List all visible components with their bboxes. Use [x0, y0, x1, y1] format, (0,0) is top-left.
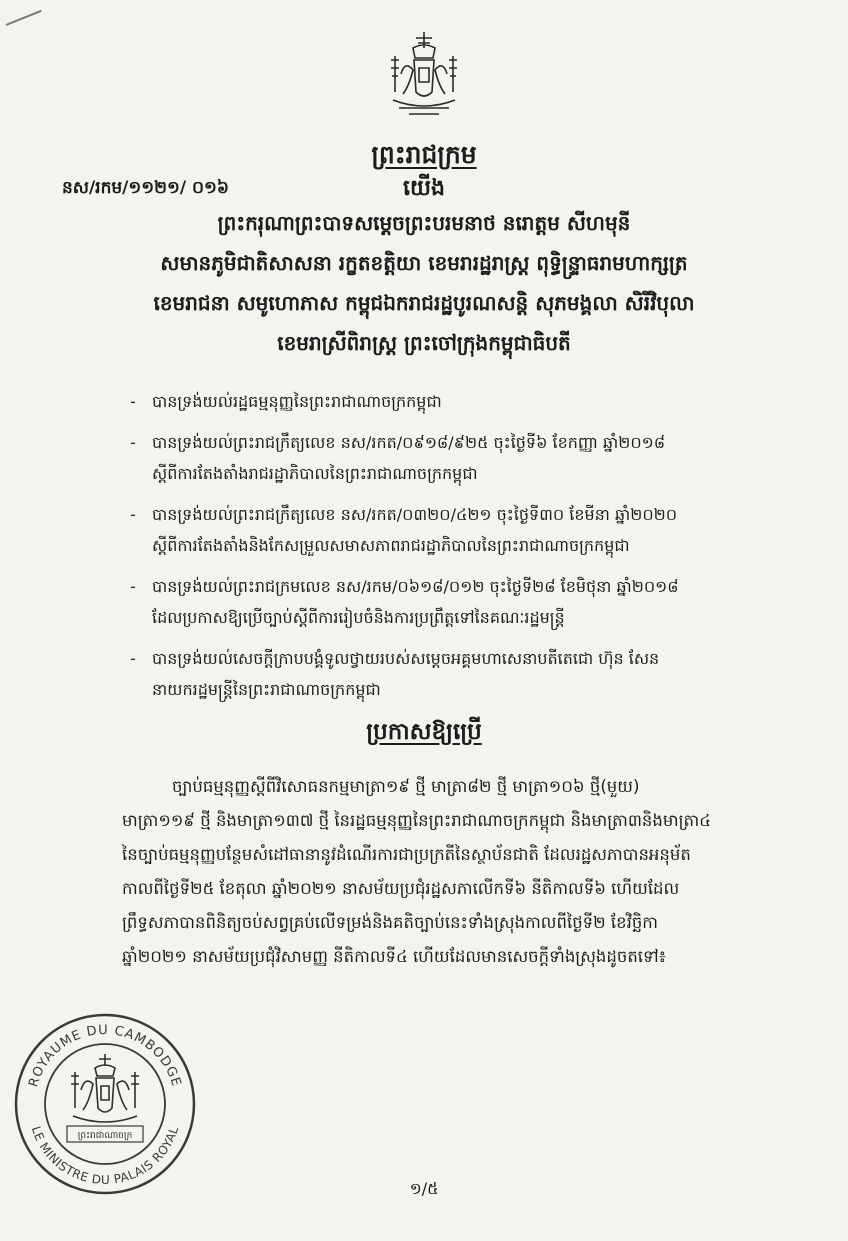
we-heading: យើង [403, 175, 445, 201]
item-line: បានទ្រង់យល់ព្រះរាជក្រមលេខ នស/រកម/០៦១៨/០១២ ចុះថ្ងៃទី២៨ ខែមិថុនា ឆ្នាំ២០១៨ [152, 577, 679, 596]
item-line: បានទ្រង់យល់ព្រះរាជក្រឹត្យលេខ នស/រកត/០៩១៨/៩២៥ ចុះថ្ងៃទី៦ ខែកញ្ញា ឆ្នាំ២០១៨ [152, 433, 666, 452]
body-line: ច្បាប់ធម្មនុញ្ញស្ដីពីវិសោធនកម្មមាត្រា១៩ ថ្មី មាត្រា៨២ ថ្មី មាត្រា១០៦ ថ្មី(មួយ) [172, 777, 640, 796]
royal-title-line: ខេមរាស្រីពិរាស្ដ្រ ព្រះចៅក្រុងកម្ពុជាធិបតី [277, 331, 571, 355]
seal-bottom-text: LE MINISTRE DU PALAIS ROYAL [28, 1124, 182, 1188]
pencil-mark [6, 10, 42, 26]
item-line: បានទ្រង់យល់រដ្ឋធម្មនុញ្ញនៃព្រះរាជាណាចក្រកម្ពុជា [152, 392, 442, 411]
list-item [130, 571, 810, 633]
bullet-dash: - [130, 505, 136, 524]
list-item [130, 499, 810, 561]
document-number: នស/រកម/១១២១/ ០១៦ [62, 178, 229, 198]
list-item [130, 427, 810, 489]
list-item [130, 386, 810, 417]
bullet-dash: - [130, 649, 136, 668]
royal-title-line: ព្រះករុណាព្រះបាទសម្ដេចព្រះបរមនាថ នរោត្តម សីហមុនី [217, 211, 631, 235]
body-line: នៃច្បាប់ធម្មនុញ្ញបន្ថែមសំដៅធានានូវដំណើរការជាប្រក្រតីនៃស្ថាប័នជាតិ ដែលរដ្ឋសភាបានអនុម័ត [122, 845, 691, 864]
item-line: បានទ្រង់យល់ព្រះរាជក្រឹត្យលេខ នស/រកត/០៣២០/៤២១ ចុះថ្ងៃទី៣០ ខែមីនា ឆ្នាំ២០២០ [152, 505, 678, 524]
page-number: ១/៥ [409, 1179, 439, 1198]
item-line: ស្ដីពីការតែងតាំងនិងកែសម្រួលសមាសភាពរាជរដ្ឋាភិបាលនៃព្រះរាជាណាចក្រកម្ពុជា [152, 536, 630, 555]
item-line: បានទ្រង់យល់សេចក្ដីក្រាបបង្គំទូលថ្វាយរបស់សម្ដេចអគ្គមហាសេនាបតីតេជោ ហ៊ុន សែន [152, 649, 660, 668]
body-line: មាត្រា១១៩ ថ្មី និងមាត្រា១៣៧ ថ្មី នៃរដ្ឋធម្មនុញ្ញនៃព្រះរាជាណាចក្រកម្ពុជា និងមាត្រា៣និងមាត្រា៤ [122, 811, 711, 830]
list-item [130, 643, 810, 705]
body-line: ព្រឹទ្ធសភាបានពិនិត្យចប់សព្វគ្រប់លើទម្រង់និងគតិច្បាប់នេះទាំងស្រុងកាលពីថ្ងៃទី២ ខែវិច្ឆិកា [122, 913, 659, 932]
section-title: ប្រកាសឱ្យប្រើ [366, 718, 482, 745]
bullet-dash: - [130, 392, 136, 411]
bullet-dash: - [130, 577, 136, 596]
seal-top-text: ROYAUME DU CAMBODGE [26, 1022, 184, 1089]
royal-palace-seal-icon [13, 1012, 197, 1196]
royal-title-line: ខេមរាជនា សមូហោភាស កម្ពុជឯករាជរដ្ឋបូរណសន្តិ សុភមង្គលា សិរីវិបុលា [153, 291, 695, 315]
body-line: កាលពីថ្ងៃទី២៥ ខែតុលា ឆ្នាំ២០២១ នាសម័យប្រជុំរដ្ឋសភាលើកទី៦ នីតិកាលទី៦ ហើយដែល [122, 879, 680, 898]
bullet-dash: - [130, 433, 136, 452]
decree-title: ព្រះរាជក្រម [371, 140, 477, 169]
royal-arms-icon [383, 30, 465, 124]
consideration-list [130, 386, 810, 715]
item-line: ដែលប្រកាសឱ្យប្រើច្បាប់ស្ដីពីការរៀបចំនិងការប្រព្រឹត្តទៅនៃគណៈរដ្ឋមន្ត្រី [152, 608, 565, 627]
item-line: ស្ដីពីការតែងតាំងរាជរដ្ឋាភិបាលនៃព្រះរាជាណាចក្រកម្ពុជា [152, 464, 478, 483]
body-paragraph [122, 770, 812, 974]
royal-title-line: សមានភូមិជាតិសាសនា រក្ខតខត្តិយា ខេមរារដ្ឋរាស្ដ្រ ពុទ្ធិន្ទ្រាធរាមហាក្សត្រ [160, 251, 688, 275]
seal-inner-label: ព្រះរាជាណាចក្រ [77, 1131, 133, 1141]
item-line: នាយករដ្ឋមន្ត្រីនៃព្រះរាជាណាចក្រកម្ពុជា [152, 680, 381, 699]
body-line: ឆ្នាំ២០២១ នាសម័យប្រជុំវិសាមញ្ញ នីតិកាលទី៤ ហើយដែលមានសេចក្ដីទាំងស្រុងដូចតទៅ៖ [122, 947, 667, 966]
